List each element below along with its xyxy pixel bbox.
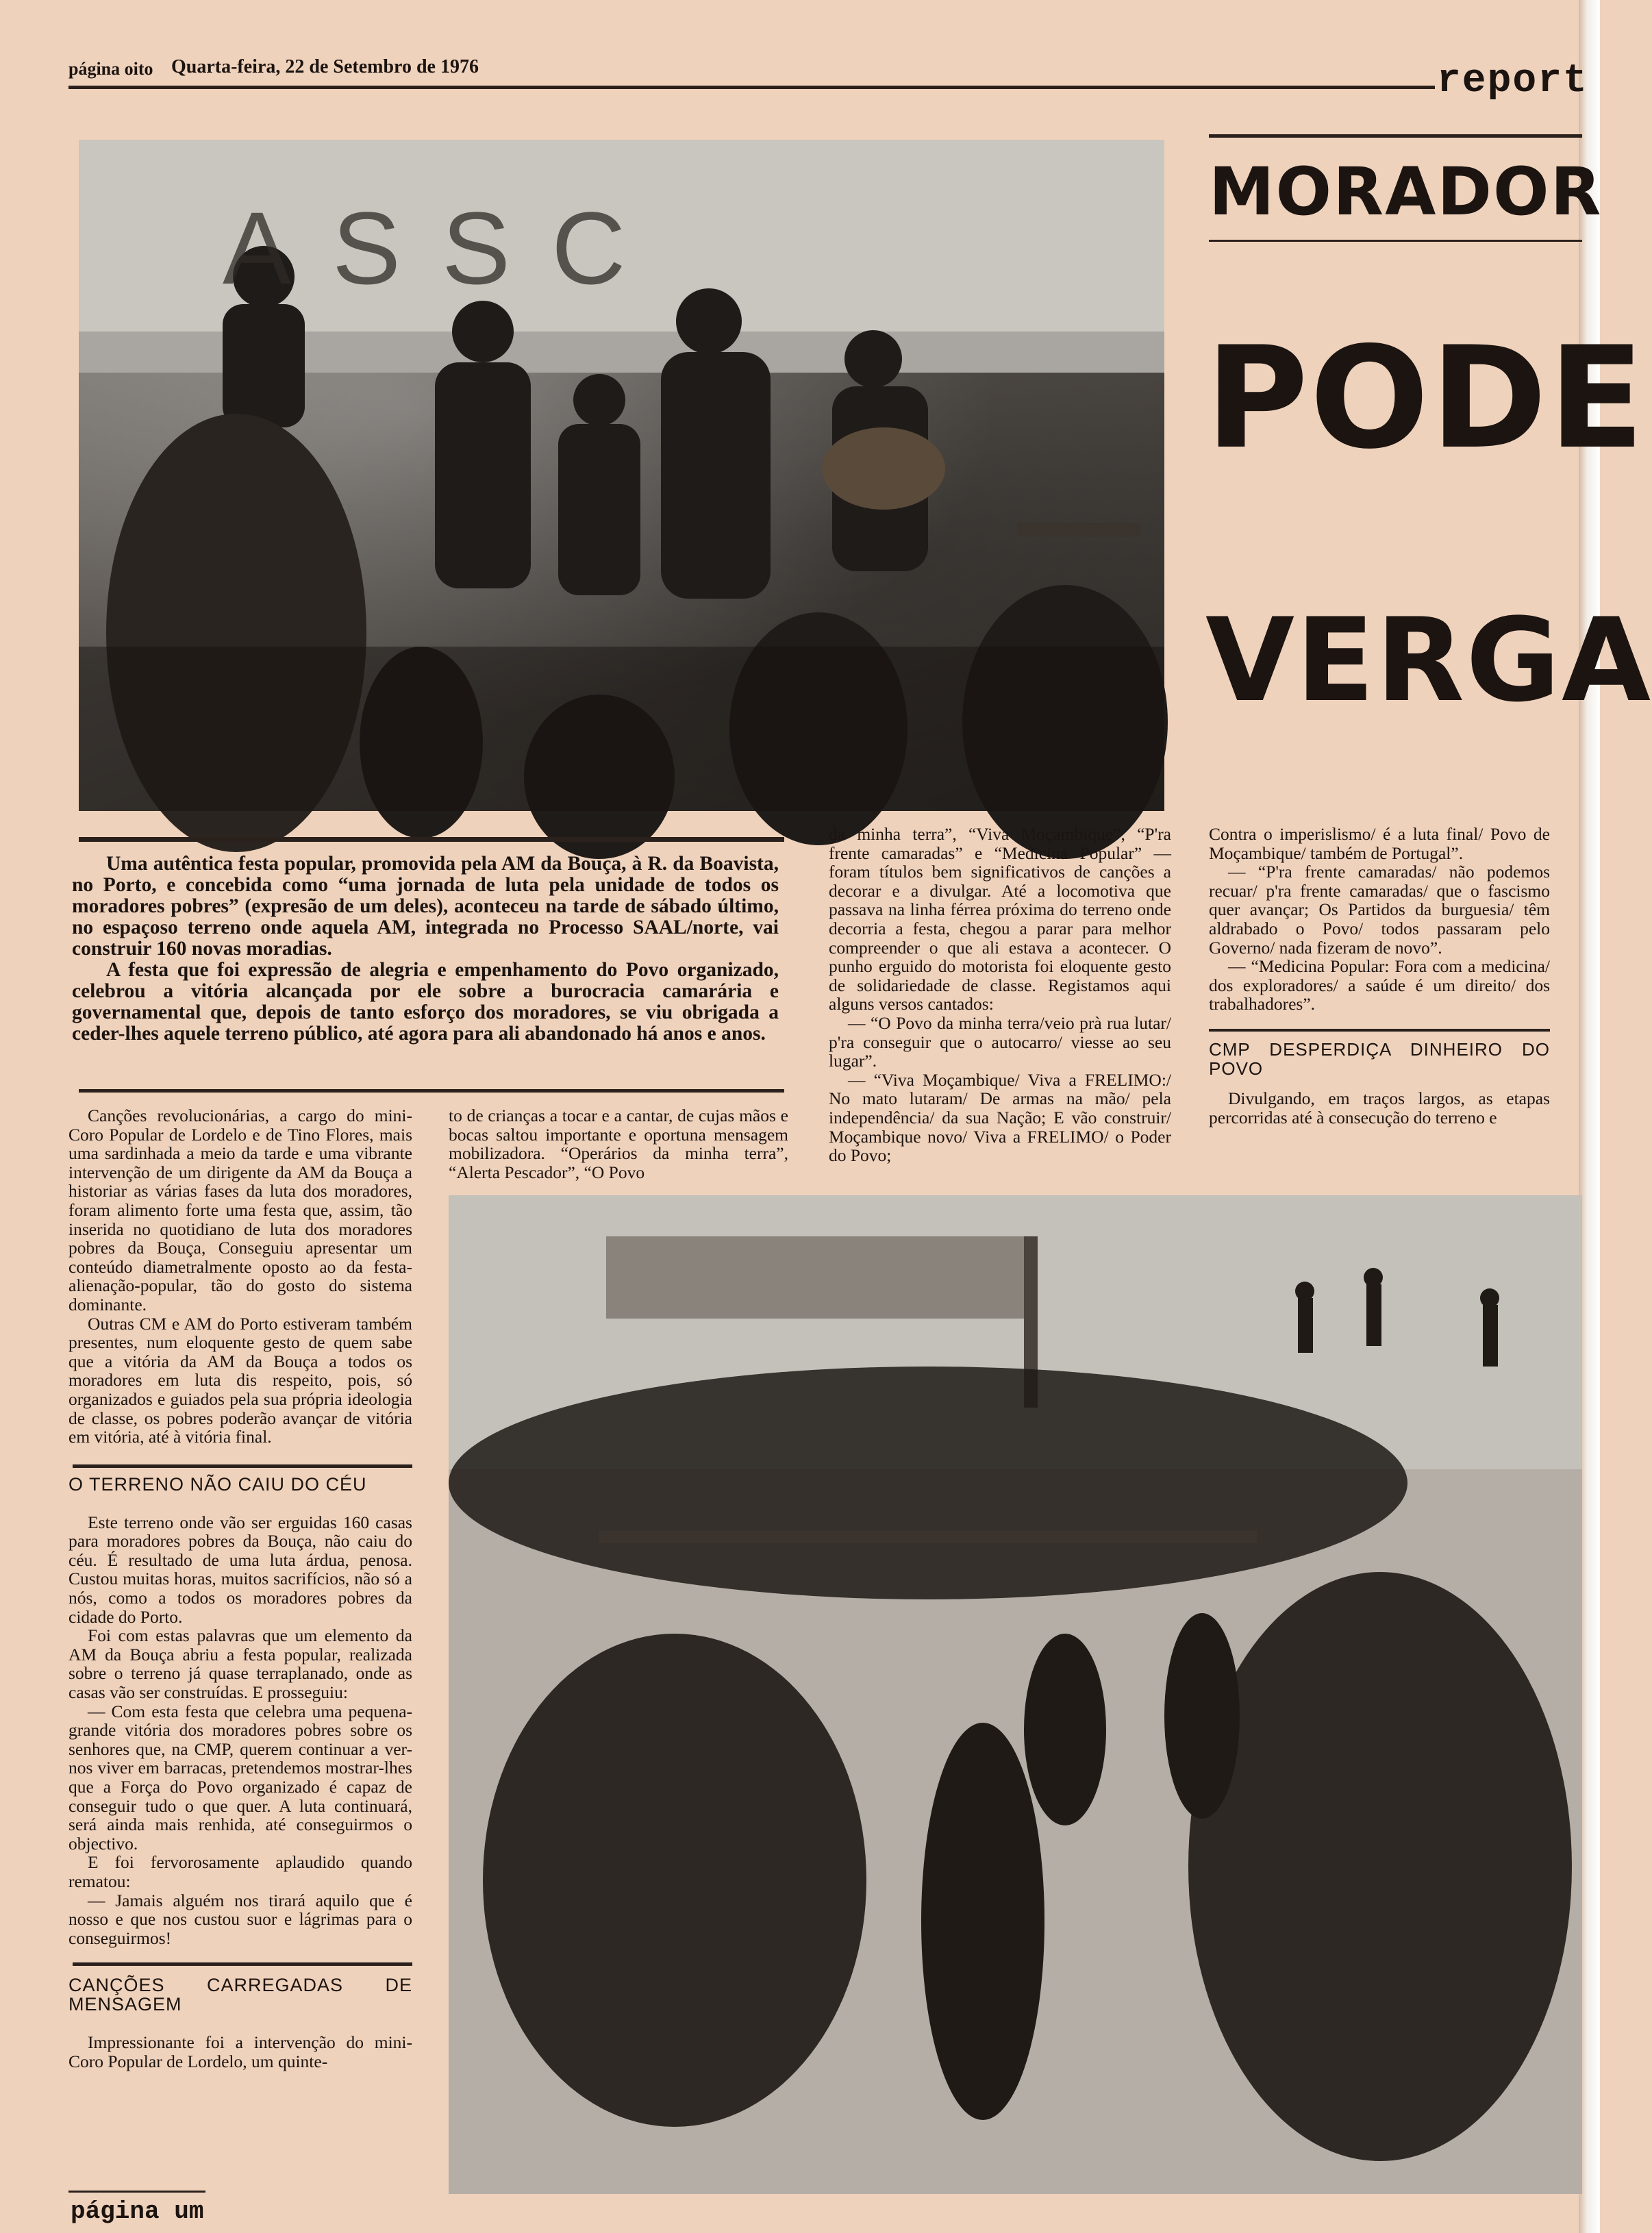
col1-para-6: E foi fervorosamente aplaudido quando rematou:	[68, 1852, 412, 1891]
col1-para-3: Este terreno onde vão ser erguidas 160 casas para moradores pobres da Bouça, não caiu do céu. É resultado de uma luta árdua, penosa. Custou muitas horas, muitos sacrifícios, não só a nós, como a todos os moradores pobres da cidade do Porto.	[68, 1512, 412, 1627]
page-number: página oito	[68, 59, 153, 79]
banner-text: ASSC	[223, 190, 667, 305]
lead-paragraph	[72, 853, 779, 1045]
footer-rule	[68, 2191, 205, 2193]
col4-para-4: Divulgando, em traços largos, as etapas percorridas até à consecução do terreno e	[1209, 1088, 1550, 1127]
col1-para-2: Outras CM e AM do Porto estiveram também presentes, num eloquente gesto de quem sabe que a vitória da AM da Bouça a todos os moradores em luta dis respeito, pois, só organizados e guiados pela sua própria ideologia de classe, os pobres poderão avançar de vitória em vitória, até à vitória final.	[68, 1313, 412, 1447]
lead-rule-top	[79, 837, 784, 842]
col1-para-7: — Jamais alguém nos tirará aquilo que é nosso e que nos custou suor e lágrimas para o conseguirmos!	[68, 1890, 412, 1948]
lead-para-1: Uma autêntica festa popular, promovida pela AM da Bouça, à R. da Boavista, no Porto, e concebida como “uma jornada de luta pela unidade de todos os moradores pobres” (expresão de um deles), aconteceu na tarde de sábado último, no espaçoso terreno onde aquela AM, integrada no Processo SAAL/norte, vai construir 160 novas moradias.	[72, 853, 779, 960]
col1-para-1: Canções revolucionárias, a cargo do mini-Coro Popular de Lordelo e de Tino Flores, mais uma sardinhada a meio da tarde e uma vibrante intervenção de um dirigente da AM da Bouça a historiar as várias fases da luta dos moradores, foram alimento forte uma festa que, assim, tão inserida no quotidiano de luta dos moradores pobres da Bouça, Conseguiu apresentar um conteúdo diametralmente oposto ao da festa-alienação-popular, tão do gosto do sistema dominante.	[68, 1106, 412, 1314]
headline-rule	[1209, 134, 1582, 138]
col1-para-4: Foi com estas palavras que um elemento da AM da Bouça abriu a festa popular, realizada sobre o terreno já quase terraplanado, onde as casas vão ser construídas. E prosseguiu:	[68, 1625, 412, 1703]
subhead-terreno: O TERRENO NÃO CAIU DO CÉU	[68, 1473, 367, 1495]
col2-para-1: to de crianças a tocar e a cantar, de cujas mãos e bocas saltou importante e oportuna mensagem mobilizadora. “Operários da minha terra”, “Alerta Pescador”, “O Povo	[449, 1106, 788, 1182]
col4-para-1: Contra o imperislismo/ é a luta final/ Povo de Moçambique/ também de Portugal”.	[1209, 824, 1550, 863]
issue-date: Quarta-feira, 22 de Setembro de 1976	[171, 56, 479, 77]
subhead-rule-3	[1209, 1029, 1550, 1032]
headline-line-3: VERGA	[1205, 593, 1652, 727]
col3-para-3: — “Viva Moçambique/ Viva a FRELIMO:/ No mato lutaram/ De armas na mão/ pela independência/ da sua Nação; E vão construir/ Moçambique novo/ Viva a FRELIMO/ o Poder do Povo;	[829, 1069, 1171, 1166]
subhead-rule-1	[73, 1464, 412, 1468]
subhead-cmp: CMP DESPERDIÇA DINHEIRO DO POVO	[1209, 1038, 1550, 1079]
col3-para-1: da minha terra”, “Viva Moçambique”, “P'ra frente camaradas” e “Medicina Popular” — foram títulos bem significativos de canções a decorar e a divulgar. Até a locomotiva que passava na linha férrea próxima do terreno onde decorria a festa, chegou a parar para melhor compreender o que ali estava a acontecer. O punho erguido do motorista foi eloquente gesto de solidariedade de classe. Registamos aqui alguns versos cantados:	[829, 824, 1171, 1014]
header-rule	[68, 86, 1435, 89]
col4-para-3: — “Medicina Popular: Fora com a medicina/ dos exploradores/ a saúde é um direito/ dos trabalhadores”.	[1209, 956, 1550, 1014]
lead-para-2: A festa que foi expressão de alegria e empenhamento do Povo organizado, celebrou a vitória alcançada por ele sobre a burocracia camarária e governamental que, depois de tanto esforço dos moradores, se viu obrigada a ceder-lhes aquele terreno público, até agora para ali abandonado há anos e anos.	[72, 959, 779, 1045]
section-tag: report	[1437, 59, 1588, 103]
column-2	[449, 1106, 788, 1182]
column-1	[68, 1106, 412, 2071]
photo-festival-crowd	[449, 1195, 1582, 2194]
col1-para-8: Impressionante foi a intervenção do mini-Coro Popular de Lordelo, um quinte-	[68, 2032, 412, 2071]
headline-line-2: PODE	[1205, 317, 1646, 480]
column-3	[829, 825, 1171, 1181]
col1-para-5: — Com esta festa que celebra uma pequena-grande vitória dos moradores pobres sobre os senhores que, na CMP, querem continuar a ver-nos viver em barracas, pretendemos mostrar-lhes que a Força do Povo organizado é capaz de conseguir tudo o que quer. A luta continuará, será ainda mais renhida, até conseguirmos o objectivo.	[68, 1701, 412, 1854]
headline-subrule	[1209, 240, 1582, 242]
headline-line-1: MORADOR	[1209, 153, 1603, 230]
subhead-rule-2	[73, 1962, 412, 1966]
column-4	[1209, 825, 1550, 1127]
col3-para-2: — “O Povo da minha terra/veio prà rua lutar/ p'ra conseguir que o autocarro/ viesse ao seu lugar”.	[829, 1012, 1171, 1071]
footer-page-label: página um	[71, 2197, 204, 2225]
subhead-cancoes: CANÇÕES CARREGADAS DE MENSAGEM	[68, 1975, 412, 2015]
lead-rule-bottom	[79, 1089, 784, 1093]
photo-children-choir	[79, 140, 1164, 811]
col4-para-2: — “P'ra frente camaradas/ não podemos recuar/ p'ra frente camaradas/ que o fascismo quer avançar; Os Partidos da burguesia/ têm aldrabado o Povo/ todos passaram pelo Governo/ nada fizeram de novo”.	[1209, 862, 1550, 958]
